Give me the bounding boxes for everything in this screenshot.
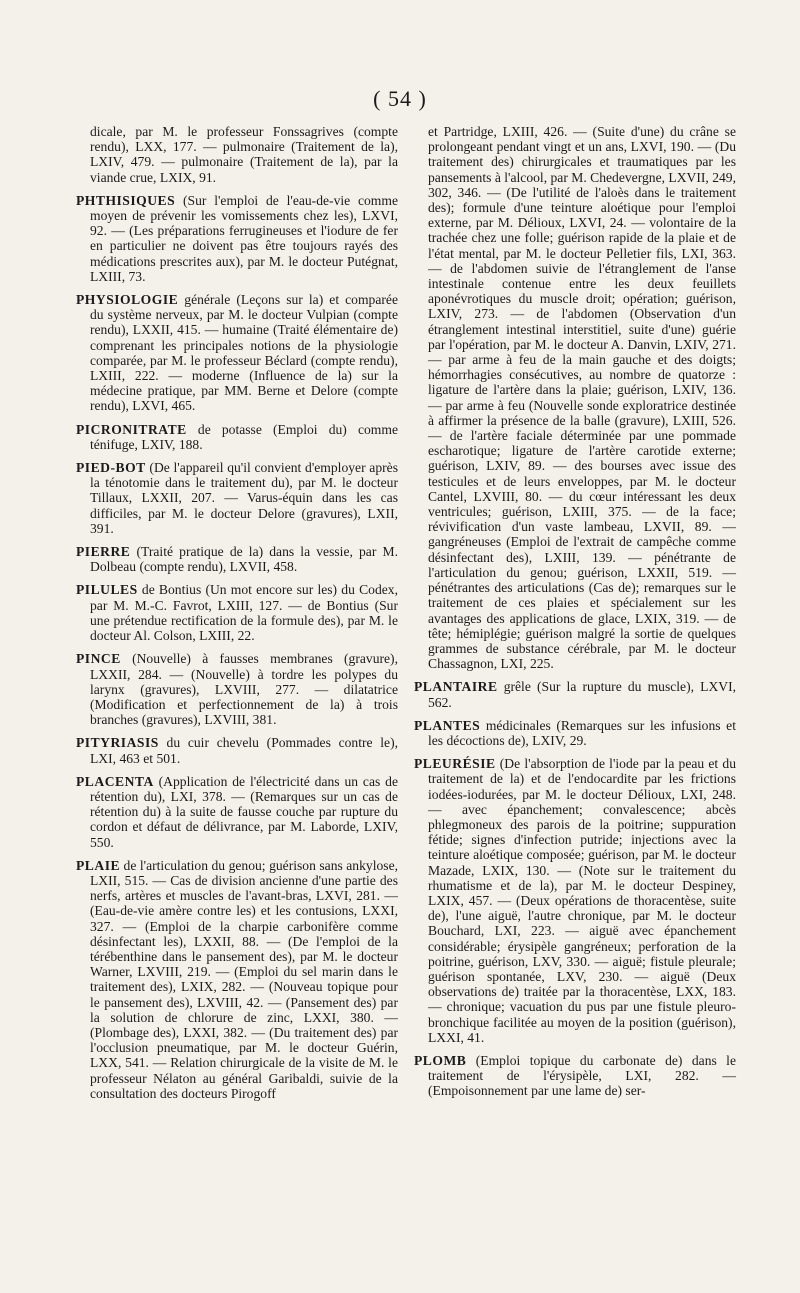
- entry-text: (Traité pratique de la) dans la vessie, par M. Dolbeau (compte rendu), LXVII, 458.: [90, 544, 398, 575]
- index-entry: [76, 460, 398, 536]
- entry-text: (Nouvelle) à fausses membranes (gravure), LXXII, 284. — (Nouvelle) à tordre les polypes du larynx (gravures), LXVIII, 277. — dilatatrice (Modification et perfectionnement de la) à trois branches (gravures), LXVIII, 381.: [90, 651, 398, 728]
- entry-text: de potasse (Emploi du) comme ténifuge, LXIV, 188.: [90, 421, 398, 452]
- entry-heading: PLOMB: [414, 1052, 467, 1068]
- entry-text: (Application de l'électricité dans un cas de rétention du), LXI, 378. — (Remarques sur un cas de rétention du) à la suite de fausse couche par rupture du cordon et défaut de délivrance, par M. Laborde, LXIV, 550.: [90, 773, 398, 850]
- entry-heading: PLEURÉSIE: [414, 756, 496, 772]
- entry-text: (De l'absorption de l'iode par la peau et du traitement de la) et de l'endocardite par les frictions iodées-iodurées, par M. le docteur Délioux, LXI, 248. — avec épanchement; convalescence; abcès phlegmoneux des parois de la poitrine; suppuration fétide; signes d'infection putride; injections avec la teinture aloétique composée; guérison, par M. le docteur Mazade, LXIX, 130. — (Note sur le traitement du rhumatisme et de la), par M. le docteur Despiney, LXIX, 457. — (Deux opérations de thoracentèse, suite de), l'une aiguë, l'autre chronique, par M. le docteur Bouchard, LXI, 223. — aiguë avec épanchement considérable; érysipèle gangréneux; perforation de la poitrine, guérison, LXV, 330. — aiguë; fistule pleurale; guérison spontanée, LXV, 230. — aiguë (Deux observations de) traitée par la thoracentèse, LXX, 183. — chronique; vacuation du pus par une fistule pleuro-bronchique facilitée au moyen de la position (guérison), LXXI, 41.: [428, 756, 736, 1045]
- entry-heading: PLANTES: [414, 717, 481, 733]
- index-entry: [76, 774, 398, 850]
- entry-text: (De l'appareil qu'il convient d'employer après la ténotomie dans le traitement du), par M. le docteur Tillaux, LXXII, 207. — Varus-équin dans les cas difficiles, par M. le docteur Delore (gravures), LXII, 391.: [90, 460, 398, 536]
- entry-text: de l'articulation du genou; guérison sans ankylose, LXII, 515. — Cas de division ancienne d'une partie des nerfs, artères et muscles de l'avant-bras, LXVI, 281. — (Eau-de-vie amère contre les) et les contusions, LXXI, 327. — (Emploi de la charpie carbonifère comme désinfectant les), LXXII, 88. — (De l'emploi de la térébenthine dans le pansement des), par M. le docteur Warner, LXVIII, 219. — (Emploi du sel marin dans le traitement des), LXIX, 282. — (Nouveau topique pour le pansement des), LXVIII, 42. — (Pansement des) par la solution de chlorure de zinc, LXXI, 380. — (Plombage des), LXXI, 382. — (Du traitement des) par l'occlusion pneumatique, par M. le docteur Guérin, LXX, 541. — Relation chirurgicale de la visite de M. le professeur Nélaton au général Garibaldi, suivie de la consultation des docteurs Pirogoff: [90, 857, 398, 1101]
- index-entry: [76, 651, 398, 727]
- entry-heading: PIERRE: [76, 544, 131, 560]
- entry-heading: PHYSIOLOGIE: [76, 292, 179, 308]
- index-entry: [76, 858, 398, 1101]
- entry-heading: PHTHISIQUES: [76, 192, 176, 208]
- index-entry: [76, 544, 398, 574]
- index-entry: [414, 1053, 736, 1099]
- entry-text: (Emploi topique du carbonate de) dans le traitement de l'érysipèle, LXI, 282. — (Empoisonnement par une lame de) ser-: [428, 1052, 736, 1099]
- index-entry: [414, 679, 736, 709]
- entry-text: du cuir chevelu (Pommades contre le), LXI, 463 et 501.: [90, 735, 398, 766]
- entry-text: de Bontius (Un mot encore sur les) du Codex, par M. M.-C. Favrot, LXIII, 127. — de Bontius (Sur une prétendue rectification de la formule des), par M. le docteur Al. Colson, LXIII, 22.: [90, 582, 398, 644]
- entry-text: dicale, par M. le professeur Fonssagrives (compte rendu), LXX, 177. — pulmonaire (Traitement de la), LXIV, 479. — pulmonaire (Traitement de la), par la viande crue, LXIX, 91.: [90, 124, 398, 185]
- index-entry: [76, 735, 398, 765]
- index-entry: [76, 193, 398, 284]
- entry-heading: PITYRIASIS: [76, 735, 159, 751]
- entry-heading: PICRONITRATE: [76, 421, 187, 437]
- entry-heading: PILULES: [76, 582, 138, 598]
- index-entry: [76, 582, 398, 643]
- index-entry: [76, 292, 398, 414]
- index-entry: [414, 756, 736, 1045]
- entry-heading: PLANTAIRE: [414, 679, 498, 695]
- entry-heading: PLACENTA: [76, 773, 154, 789]
- entry-heading: PINCE: [76, 651, 121, 667]
- entry-text: générale (Leçons sur la) et comparée du système nerveux, par M. le docteur Vulpian (compte rendu), LXXII, 415. — humaine (Traité élémentaire de) comprenant les principales notions de la physiologie comparée, par M. le professeur Béclard (compte rendu), LXIII, 222. — moderne (Influence de la) sur la médecine pratique, par MM. Berne et Delore (compte rendu), LXVI, 465.: [90, 292, 398, 414]
- entry-heading: PLAIE: [76, 857, 121, 873]
- entry-text: médicinales (Remarques sur les infusions et les décoctions de), LXIV, 29.: [428, 717, 736, 748]
- right-column: [414, 124, 736, 1107]
- entry-text: (Sur l'emploi de l'eau-de-vie comme moyen de prévenir les vomissements chez les), LXVI, 92. — (Les préparations ferrugineuses et l'iodure de fer en particulier ne doivent pas être toujours rayés des médications prescrites aux), par M. le docteur Putégnat, LXIII, 73.: [90, 192, 398, 284]
- index-entry: [414, 124, 736, 671]
- index-entry: [414, 718, 736, 748]
- index-entry: [76, 124, 398, 185]
- left-column: [76, 124, 398, 1109]
- entry-text: grêle (Sur la rupture du muscle), LXVI, 562.: [428, 679, 737, 710]
- page-number: ( 54 ): [373, 86, 427, 111]
- entry-text: et Partridge, LXIII, 426. — (Suite d'une) du crâne se prolongeant pendant vingt et un ans, LXVI, 190. — (Du traitement des) chirurgicales et traumatiques par les pansements à l'alcool, par M. Chedevergne, LXVII, 249, 302, 346. — (De l'utilité de l'aloès dans le traitement des); formule d'une teinture aloétique pour l'emploi externe, par M. Délioux, LXVI, 24. — volontaire de la trachée chez une folle; guérison rapide de la plaie et de l'état mental, par M. le docteur Pelletier fils, LXI, 363. — de l'abdomen suivie de l'étranglement de l'anse intestinale contenue entre les deux feuillets aponévrotiques du muscle droit; opération; guérison, LXIV, 273. — de l'abdomen (Observation d'un étranglement intestinal interstitiel, suite d'une) guérie par l'opération, par M. le docteur A. Danvin, LXIV, 271. — par arme à feu de la main gauche et des doigts; hémorrhagies consécutives, au nombre de quatorze : ligature de l'artère dans la plaie; guérison, LXIV, 136. — par arme à feu (Nouvelle sonde exploratrice destinée à affirmer la présence de la balle (gravure), LXIII, 526. — de l'artère faciale déterminée par une pommade escharotique; ligature de l'artère carotide externe; guérison, LXIV, 89. — des bourses avec issue des testicules et de leurs enveloppes, par M. le docteur Cantel, LXVIII, 80. — du cœur intéressant les deux ventricules; guérison, LXIII, 375. — de la face; révivification d'un vaste lambeau, LXVII, 89. — gangréneuses (Emploi de l'extrait de campêche comme désinfectant des), LXIII, 139. — pénétrante de l'articulation du genou; guérison, LXXII, 519. — pénétrantes des articulations (Cas de); remarques sur le traitement de ces plaies et spécialement sur les avantages des applications de glace, LXIX, 319. — de tête; hémiplégie; guérison malgré la sortie de quelques grammes de substance cérébrale, par M. le docteur Chassagnon, LXI, 225.: [428, 124, 736, 672]
- index-entry: [76, 422, 398, 452]
- entry-heading: PIED-BOT: [76, 460, 146, 476]
